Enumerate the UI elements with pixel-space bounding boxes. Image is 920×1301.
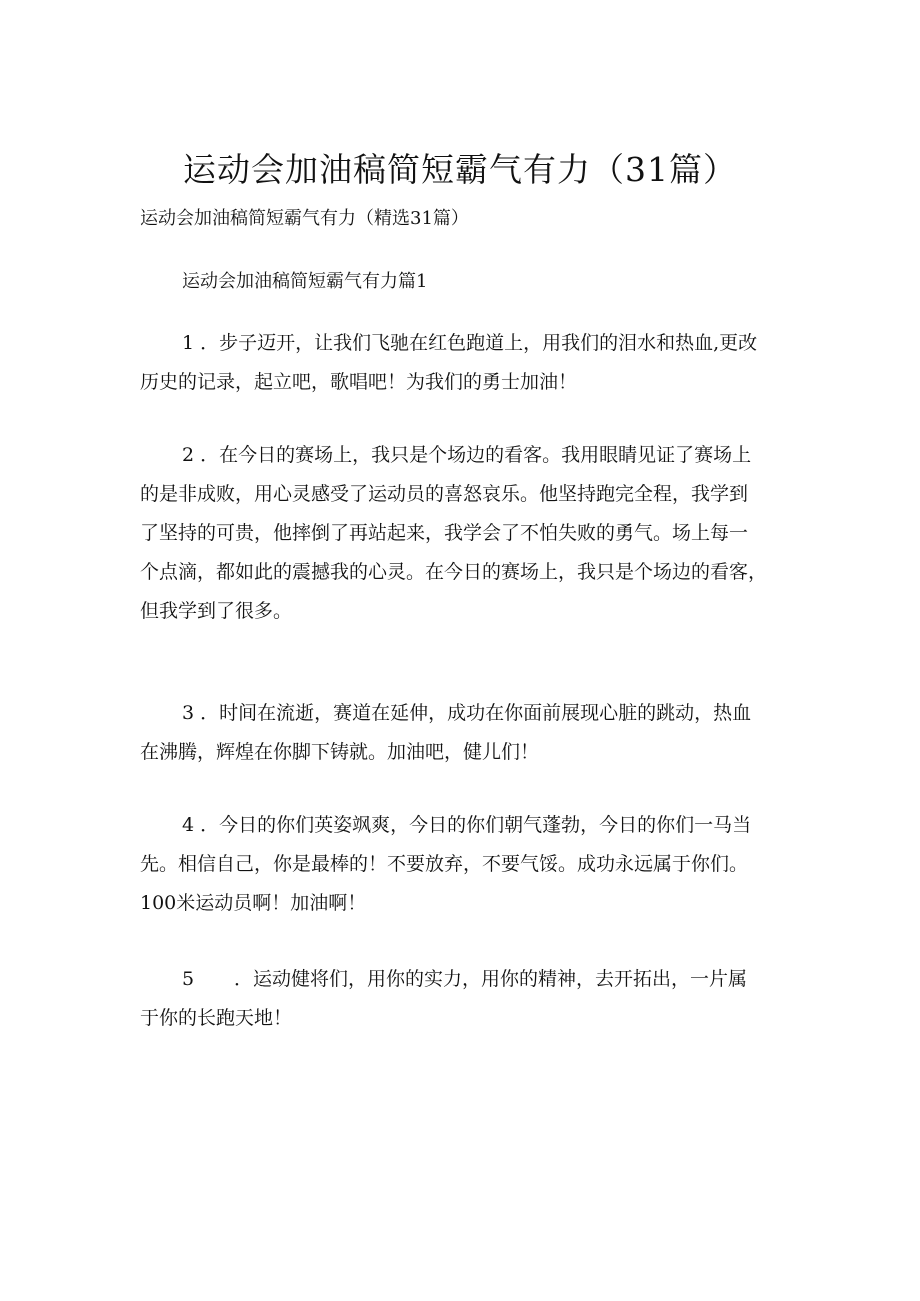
paragraph-line: [140, 960, 780, 999]
paragraph-line: [140, 324, 780, 363]
paragraph-text: ．步子迈开，让我们飞驰在红色跑道上，用我们的泪水和热血,更改: [200, 332, 758, 354]
paragraph-line: 于你的长跑天地！: [140, 1007, 293, 1029]
paragraph-2: [140, 436, 780, 631]
paragraph-4: [140, 806, 780, 923]
paragraph-line: 历史的记录，起立吧，歌唱吧！为我们的勇士加油！: [140, 371, 578, 393]
paragraph-number: 3: [182, 702, 195, 724]
paragraph-text: ．时间在流逝，赛道在延伸，成功在你面前展现心脏的跳动，热血: [200, 702, 752, 724]
paragraph-5: [140, 960, 780, 1038]
paragraph-line: 了坚持的可贵，他摔倒了再站起来，我学会了不怕失败的勇气。场上每一: [140, 522, 749, 544]
paragraph-line: 100米运动员啊！加油啊！: [140, 892, 367, 914]
paragraph-line: 但我学到了很多。: [140, 600, 293, 622]
paragraph-line: [140, 436, 780, 475]
paragraph-line: [140, 806, 780, 845]
document-title: 运动会加油稿简短霸气有力（31篇）: [183, 150, 737, 189]
paragraph-number: 4: [182, 814, 195, 836]
paragraph-line: 个点滴，都如此的震撼我的心灵。在今日的赛场上，我只是个场边的看客，: [140, 561, 768, 583]
paragraph-number: 5: [182, 968, 195, 990]
paragraph-1: [140, 324, 780, 402]
paragraph-line: 的是非成败，用心灵感受了运动员的喜怒哀乐。他坚持跑完全程，我学到: [140, 483, 749, 505]
paragraph-line: [140, 694, 780, 733]
paragraph-3: [140, 694, 780, 772]
paragraph-text: ．在今日的赛场上，我只是个场边的看客。我用眼睛见证了赛场上: [200, 444, 752, 466]
paragraph-number: 1: [182, 332, 195, 354]
section-heading: 运动会加油稿简短霸气有力篇1: [182, 271, 428, 292]
paragraph-text: ．运动健将们，用你的实力，用你的精神，去开拓出，一片属: [234, 968, 748, 990]
paragraph-line: 先。相信自己，你是最棒的！不要放弃，不要气馁。成功永远属于你们。: [140, 853, 749, 875]
paragraph-line: 在沸腾，辉煌在你脚下铸就。加油吧，健儿们！: [140, 741, 540, 763]
document-subtitle: 运动会加油稿简短霸气有力（精选31篇）: [140, 208, 469, 229]
paragraph-text: ．今日的你们英姿飒爽，今日的你们朝气蓬勃，今日的你们一马当: [200, 814, 752, 836]
paragraph-number: 2: [182, 444, 195, 466]
